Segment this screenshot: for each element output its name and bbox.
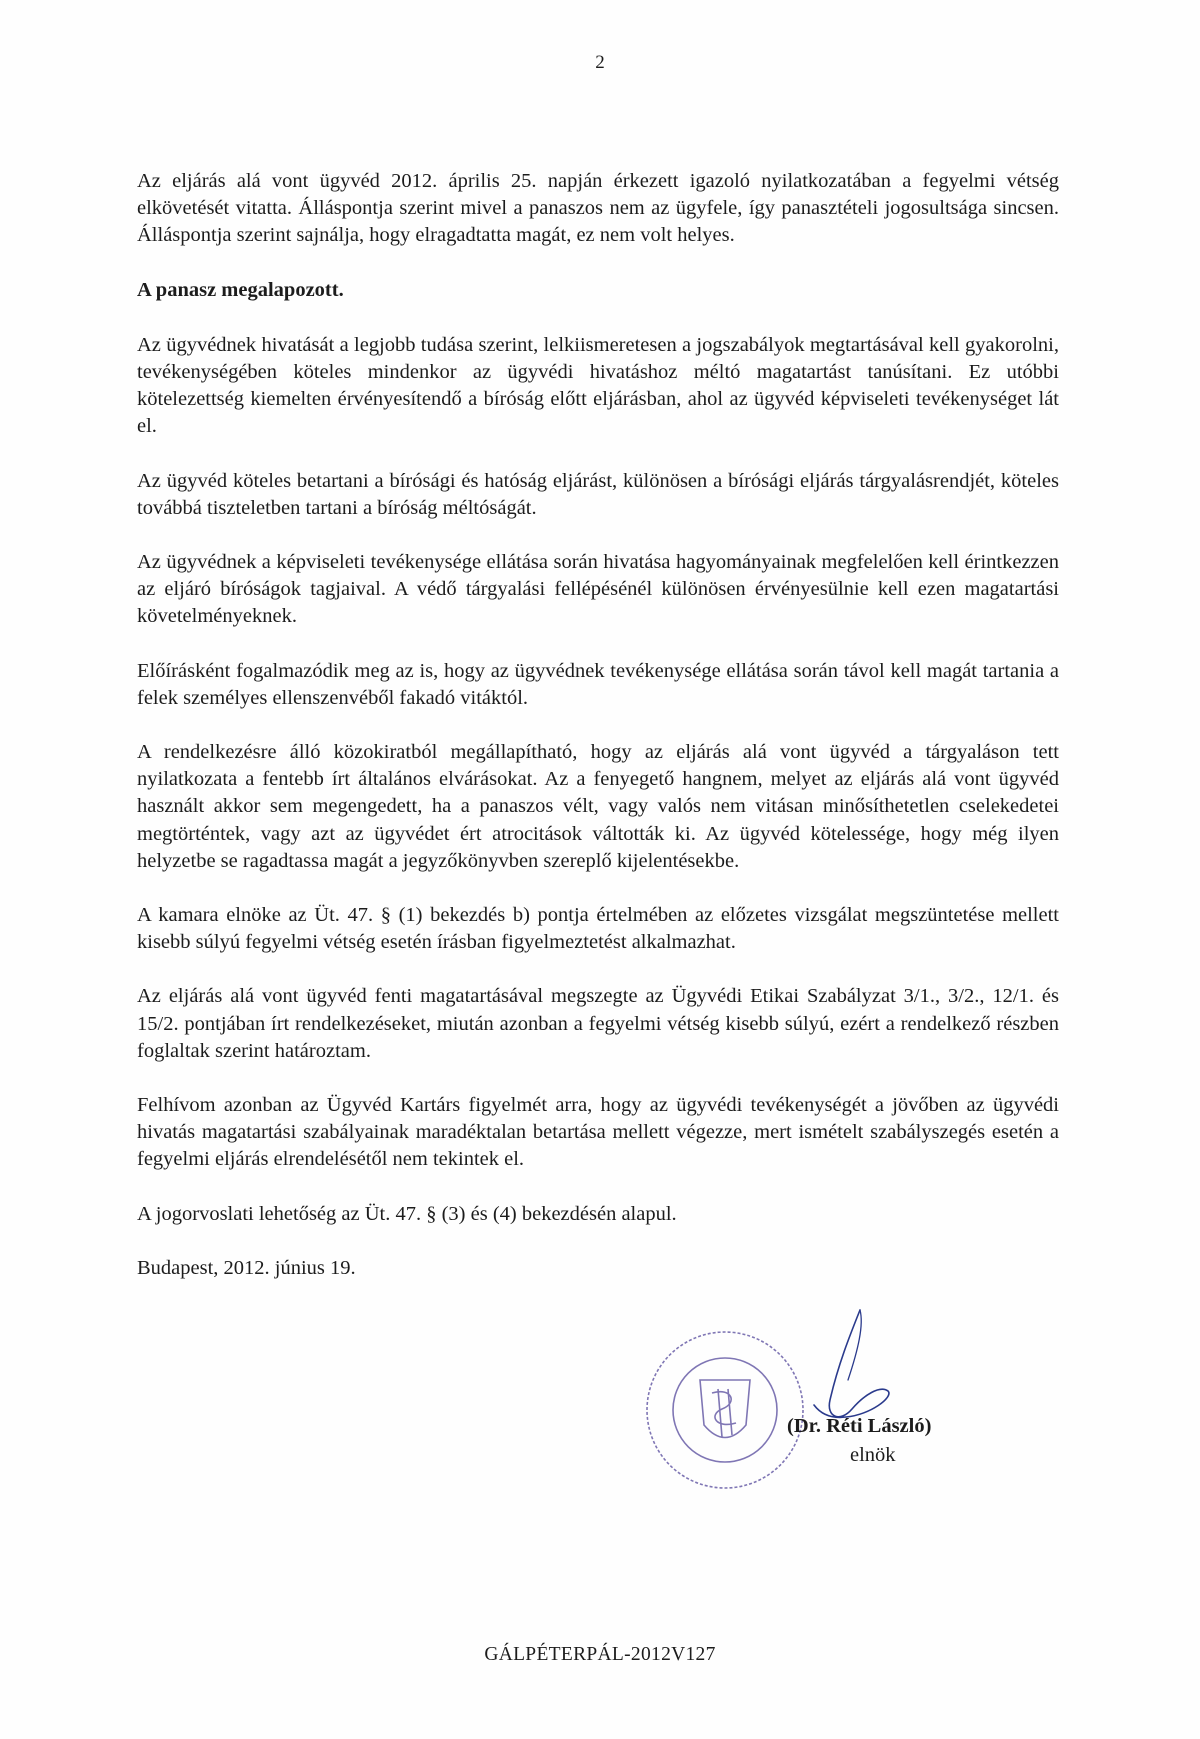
paragraph-violation-decision: Az eljárás alá vont ügyvéd fenti magatartásával megszegte az Ügyvédi Etikai Szabályzat 3/1., 3/2., 12/1. és 15/2. pontjában írt rendelkezéseket, miután azonban a fegyelmi vétség kisebb súlyú, ezért a rendelkező részben foglaltak szerint határoztam. xyxy=(137,985,1059,1062)
paragraph-respondent-statement: Az eljárás alá vont ügyvéd 2012. április 25. napján érkezett igazoló nyilatkozatában a fegyelmi vétség elkövetését vitatta. Álláspontja szerint mivel a panaszos nem az ügyfele, így panasztételi jogosultsága sincsen. Álláspontja szerint sajnálja, hogy elragadtatta magát, ez nem volt helyes. xyxy=(137,170,1059,247)
signer-title: elnök xyxy=(850,1444,896,1466)
place-and-date: Budapest, 2012. június 19. xyxy=(137,1256,356,1279)
signer-name: (Dr. Réti László) xyxy=(787,1415,932,1437)
paragraph-lawyer-duties: Az ügyvédnek hivatását a legjobb tudása szerint, lelkiismeretesen a jogszabályok megtartásával kell gyakorolni, tevékenységében köteles mindenkor az ügyvédi hivatáshoz méltó magatartást tanúsítani. Ez utóbbi kötelezettség kiemelten érvényesítendő a bíróság előtt eljárásban, ahol az ügyvéd képviseleti tevékenységet lát el. xyxy=(137,333,1059,438)
paragraph-personal-disputes: Előírásként fogalmazódik meg az is, hogy az ügyvédnek tevékenysége ellátása során távol kell magát tartania a felek személyes ellenszenvéből fakadó vitáktól. xyxy=(137,659,1059,709)
paragraph-chamber-authority: A kamara elnöke az Üt. 47. § (1) bekezdés b) pontja értelmében az előzetes vizsgálat megszüntetése mellett kisebb súlyú fegyelmi vétség esetén írásban figyelmeztetést alkalmazhat. xyxy=(137,904,1059,954)
paragraph-warning: Felhívom azonban az Ügyvéd Kartárs figyelmét arra, hogy az ügyvédi tevékenységét a jövőben az ügyvédi hivatás magatartási szabályainak maradéktalan betartása mellett végezze, mert ismételt szabályszegés esetén a fegyelmi eljárás elrendelésétől nem tekintek el. xyxy=(137,1094,1059,1171)
paragraph-evidence-assessment: A rendelkezésre álló közokiratból megállapítható, hogy az eljárás alá vont ügyvéd a tárgyaláson tett nyilatkozata a fentebb írt általános elvárásokat. Az a fenyegető hangnem, melyet az eljárás alá vont ügyvéd használt akkor sem megengedett, ha a panaszos vélt, vagy valós nem vitásan minősíthetetlen cselekedetei megtörténtek, vagy azt az ügyvédet ért atrocitások váltották ki. Az ügyvéd kötelessége, hogy még ilyen helyzetbe se ragadtassa magát a jegyzőkönyvben szereplő kijelentésekbe. xyxy=(137,741,1059,872)
signature-block xyxy=(640,1305,980,1525)
chamber-seal-stamp xyxy=(640,1325,810,1495)
paragraph-legal-remedy: A jogorvoslati lehetőség az Üt. 47. § (3) és (4) bekezdésén alapul. xyxy=(137,1202,677,1225)
page-number: 2 xyxy=(595,52,605,73)
paragraph-representation-conduct: Az ügyvédnek a képviseleti tevékenysége ellátása során hivatása hagyományainak megfelelően kell érintkezzen az eljáró bíróságok tagjaival. A védő tárgyalási fellépésénél különösen érvényesülnie kell ezen magatartási követelményeknek. xyxy=(137,551,1059,628)
document-body xyxy=(137,168,1059,1309)
paragraph-finding-heading: A panasz megalapozott. xyxy=(137,278,344,301)
paragraph-court-procedure: Az ügyvéd köteles betartani a bírósági és hatóság eljárást, különösen a bírósági eljárás tárgyalásrendjét, köteles továbbá tiszteletben tartani a bíróság méltóságát. xyxy=(137,469,1059,519)
document-reference-code: GÁLPÉTERPÁL-2012V127 xyxy=(484,1644,716,1665)
